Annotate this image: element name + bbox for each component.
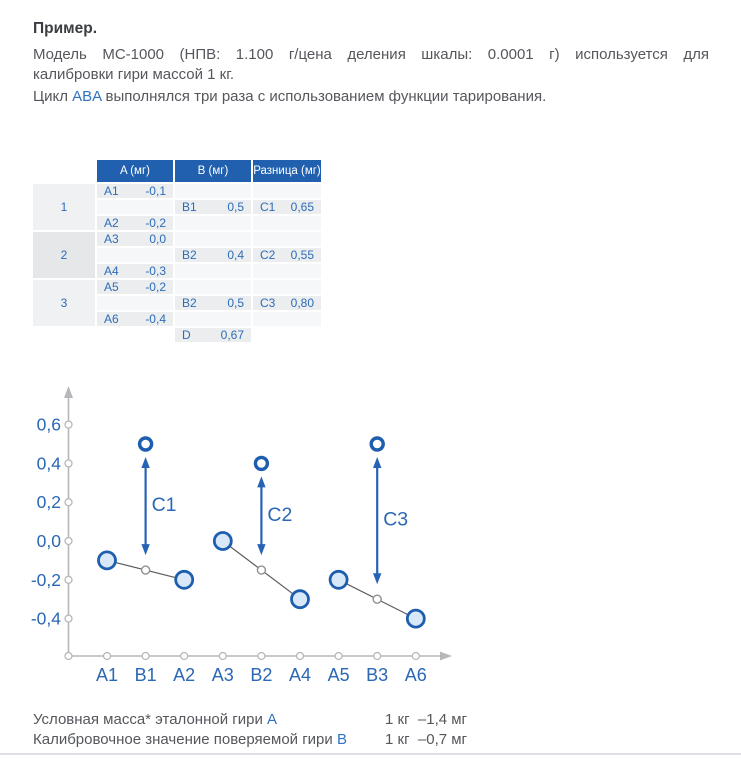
cell-label: C3 bbox=[260, 296, 276, 310]
cell-label: A1 bbox=[104, 184, 119, 198]
cycle-paragraph bbox=[33, 88, 546, 105]
footer-row-calibration-value bbox=[33, 731, 683, 748]
footer-row-conventional-mass bbox=[33, 711, 683, 728]
y-tick-circle bbox=[65, 499, 72, 506]
midpoint-3 bbox=[373, 595, 381, 603]
table-cell bbox=[253, 232, 321, 246]
y-tick-label: -0,2 bbox=[30, 569, 61, 590]
intro-paragraph bbox=[33, 45, 709, 84]
header-cell-a: A (мг) bbox=[97, 160, 173, 182]
cell-label: B2 bbox=[182, 296, 197, 310]
x-tick-circle bbox=[219, 653, 226, 660]
header-cell-diff: Разница (мг) bbox=[253, 160, 321, 182]
page-title: Пример. bbox=[33, 20, 97, 37]
cycle-group-label: 3 bbox=[33, 280, 95, 326]
arrow-label-C2: C2 bbox=[267, 503, 293, 526]
table-cell bbox=[175, 184, 251, 198]
data-point-B2 bbox=[255, 457, 267, 469]
table-cell bbox=[253, 264, 321, 278]
table-cell bbox=[253, 296, 321, 310]
arrowhead-down-C1 bbox=[141, 544, 149, 555]
intro-line-1: Модель МС-1000 (НПВ: 1.100 г/цена деления шкалы: 0.0001 г) используется для bbox=[33, 46, 709, 63]
header-cell-blank bbox=[33, 160, 95, 182]
x-category-label: A5 bbox=[327, 665, 350, 685]
table-cell bbox=[97, 216, 173, 230]
data-point-A2 bbox=[176, 571, 193, 588]
table-cell bbox=[253, 280, 321, 294]
table-cell bbox=[253, 184, 321, 198]
cycle-text-pre: Цикл bbox=[33, 88, 73, 105]
footer-value-1: 1 кг –1,4 мг bbox=[385, 711, 468, 728]
x-category-label: A6 bbox=[404, 665, 427, 685]
x-tick-circle bbox=[374, 653, 381, 660]
x-category-label: A2 bbox=[173, 665, 196, 685]
cell-value: -0,2 bbox=[145, 280, 166, 294]
cell-label: A5 bbox=[104, 280, 119, 294]
data-point-B1 bbox=[140, 438, 152, 450]
cell-label: B1 bbox=[182, 200, 197, 214]
y-tick-label: 0,4 bbox=[36, 453, 61, 474]
cell-value: 0,80 bbox=[290, 296, 314, 310]
arrowhead-up-C1 bbox=[141, 457, 149, 468]
x-tick-circle bbox=[258, 653, 265, 660]
cell-label: A4 bbox=[104, 264, 119, 278]
cell-value: 0,5 bbox=[227, 200, 244, 214]
x-category-label: B1 bbox=[134, 665, 157, 685]
table-cell bbox=[253, 312, 321, 326]
aba-chart bbox=[0, 385, 480, 710]
table-row bbox=[33, 184, 321, 198]
table-cell bbox=[175, 248, 251, 262]
cell-value: 0,0 bbox=[149, 232, 166, 246]
x-category-label: A4 bbox=[288, 665, 312, 685]
table-row bbox=[33, 328, 321, 342]
origin-tick-circle bbox=[65, 653, 72, 660]
cycle-group-label: 2 bbox=[33, 232, 95, 278]
x-category-label: B2 bbox=[250, 665, 273, 685]
cell-value: 0,4 bbox=[227, 248, 244, 262]
measurement-results-table bbox=[31, 158, 323, 344]
data-point-A3 bbox=[214, 533, 231, 550]
table-cell bbox=[97, 184, 173, 198]
table-cell bbox=[97, 264, 173, 278]
x-axis-arrowhead bbox=[440, 652, 452, 661]
x-tick-circle bbox=[142, 653, 149, 660]
cycle-aba-accent: ABA bbox=[72, 88, 102, 105]
header-cell-b: B (мг) bbox=[175, 160, 251, 182]
cell-value: -0,3 bbox=[145, 264, 166, 278]
cell-value: 0,5 bbox=[227, 296, 244, 310]
x-category-label: B3 bbox=[366, 665, 389, 685]
table-cell bbox=[97, 248, 173, 262]
footer-label-1: Условная масса* эталонной гири bbox=[33, 711, 268, 728]
footer-value-2: 1 кг –0,7 мг bbox=[385, 731, 468, 748]
y-tick-label: 0,2 bbox=[36, 492, 61, 513]
data-point-A6 bbox=[407, 610, 424, 627]
cell-label: B2 bbox=[182, 248, 197, 262]
y-axis-arrowhead bbox=[64, 386, 73, 398]
cell-label: A6 bbox=[104, 312, 119, 326]
arrow-label-C1: C1 bbox=[151, 494, 177, 517]
table-cell bbox=[175, 232, 251, 246]
x-tick-circle bbox=[104, 653, 111, 660]
arrowhead-up-C3 bbox=[373, 457, 381, 468]
table-cell bbox=[253, 248, 321, 262]
arrow-label-C3: C3 bbox=[383, 508, 409, 531]
table-cell bbox=[175, 312, 251, 326]
footer-label-2: Калибровочное значение поверяемой гири bbox=[33, 731, 337, 748]
y-tick-circle bbox=[65, 615, 72, 622]
cell-value: 0,65 bbox=[290, 200, 314, 214]
cycle-group-label: 1 bbox=[33, 184, 95, 230]
cell-value: -0,1 bbox=[145, 184, 166, 198]
table-cell bbox=[97, 312, 173, 326]
data-point-B3 bbox=[371, 438, 383, 450]
page-bottom-divider bbox=[0, 753, 741, 755]
cell-value: 0,55 bbox=[290, 248, 314, 262]
data-point-A5 bbox=[330, 571, 347, 588]
x-tick-circle bbox=[181, 653, 188, 660]
cell-label: D bbox=[182, 328, 191, 342]
table-cell bbox=[253, 200, 321, 214]
x-tick-circle bbox=[335, 653, 342, 660]
cell-value: -0,4 bbox=[145, 312, 166, 326]
footer-accent-a: A bbox=[267, 711, 278, 728]
data-point-A4 bbox=[292, 591, 309, 608]
x-tick-circle bbox=[412, 653, 419, 660]
cell-value: -0,2 bbox=[145, 216, 166, 230]
table-cell bbox=[97, 200, 173, 214]
x-tick-circle bbox=[297, 653, 304, 660]
table-cell bbox=[175, 264, 251, 278]
table-cell bbox=[253, 216, 321, 230]
table-row bbox=[33, 280, 321, 294]
arrowhead-up-C2 bbox=[257, 476, 265, 487]
y-tick-circle bbox=[65, 460, 72, 467]
midpoint-2 bbox=[257, 566, 265, 574]
table-cell bbox=[97, 328, 173, 342]
table-cell bbox=[175, 200, 251, 214]
cell-label: C2 bbox=[260, 248, 276, 262]
arrowhead-down-C2 bbox=[257, 544, 265, 555]
arrowhead-down-C3 bbox=[373, 573, 381, 584]
footer-accent-b: B bbox=[336, 731, 347, 748]
table-cell bbox=[175, 280, 251, 294]
midpoint-1 bbox=[142, 566, 150, 574]
data-point-A1 bbox=[99, 552, 116, 569]
table-cell bbox=[33, 328, 95, 342]
table-cell bbox=[97, 296, 173, 310]
y-tick-circle bbox=[65, 576, 72, 583]
cell-value: 0,67 bbox=[220, 328, 244, 342]
table-row bbox=[33, 232, 321, 246]
cell-label: C1 bbox=[260, 200, 276, 214]
y-tick-circle bbox=[65, 421, 72, 428]
cell-label: A3 bbox=[104, 232, 119, 246]
results-table-body bbox=[33, 184, 321, 342]
intro-line-2: калибровки гири массой 1 кг. bbox=[33, 65, 235, 83]
y-tick-label: 0,0 bbox=[36, 531, 61, 551]
cycle-text-post: выполнялся три раза с использованием функции тарирования. bbox=[101, 88, 547, 105]
table-cell bbox=[175, 296, 251, 310]
y-tick-circle bbox=[65, 538, 72, 545]
x-category-label: A1 bbox=[95, 665, 119, 685]
table-cell bbox=[175, 216, 251, 230]
table-cell bbox=[175, 328, 251, 342]
table-cell bbox=[97, 232, 173, 246]
cell-label: A2 bbox=[104, 216, 119, 230]
table-header-row bbox=[33, 160, 321, 182]
x-category-label: A3 bbox=[211, 665, 234, 685]
table-cell bbox=[97, 280, 173, 294]
y-tick-label: 0,6 bbox=[36, 414, 61, 435]
y-tick-label: -0,4 bbox=[30, 608, 61, 629]
